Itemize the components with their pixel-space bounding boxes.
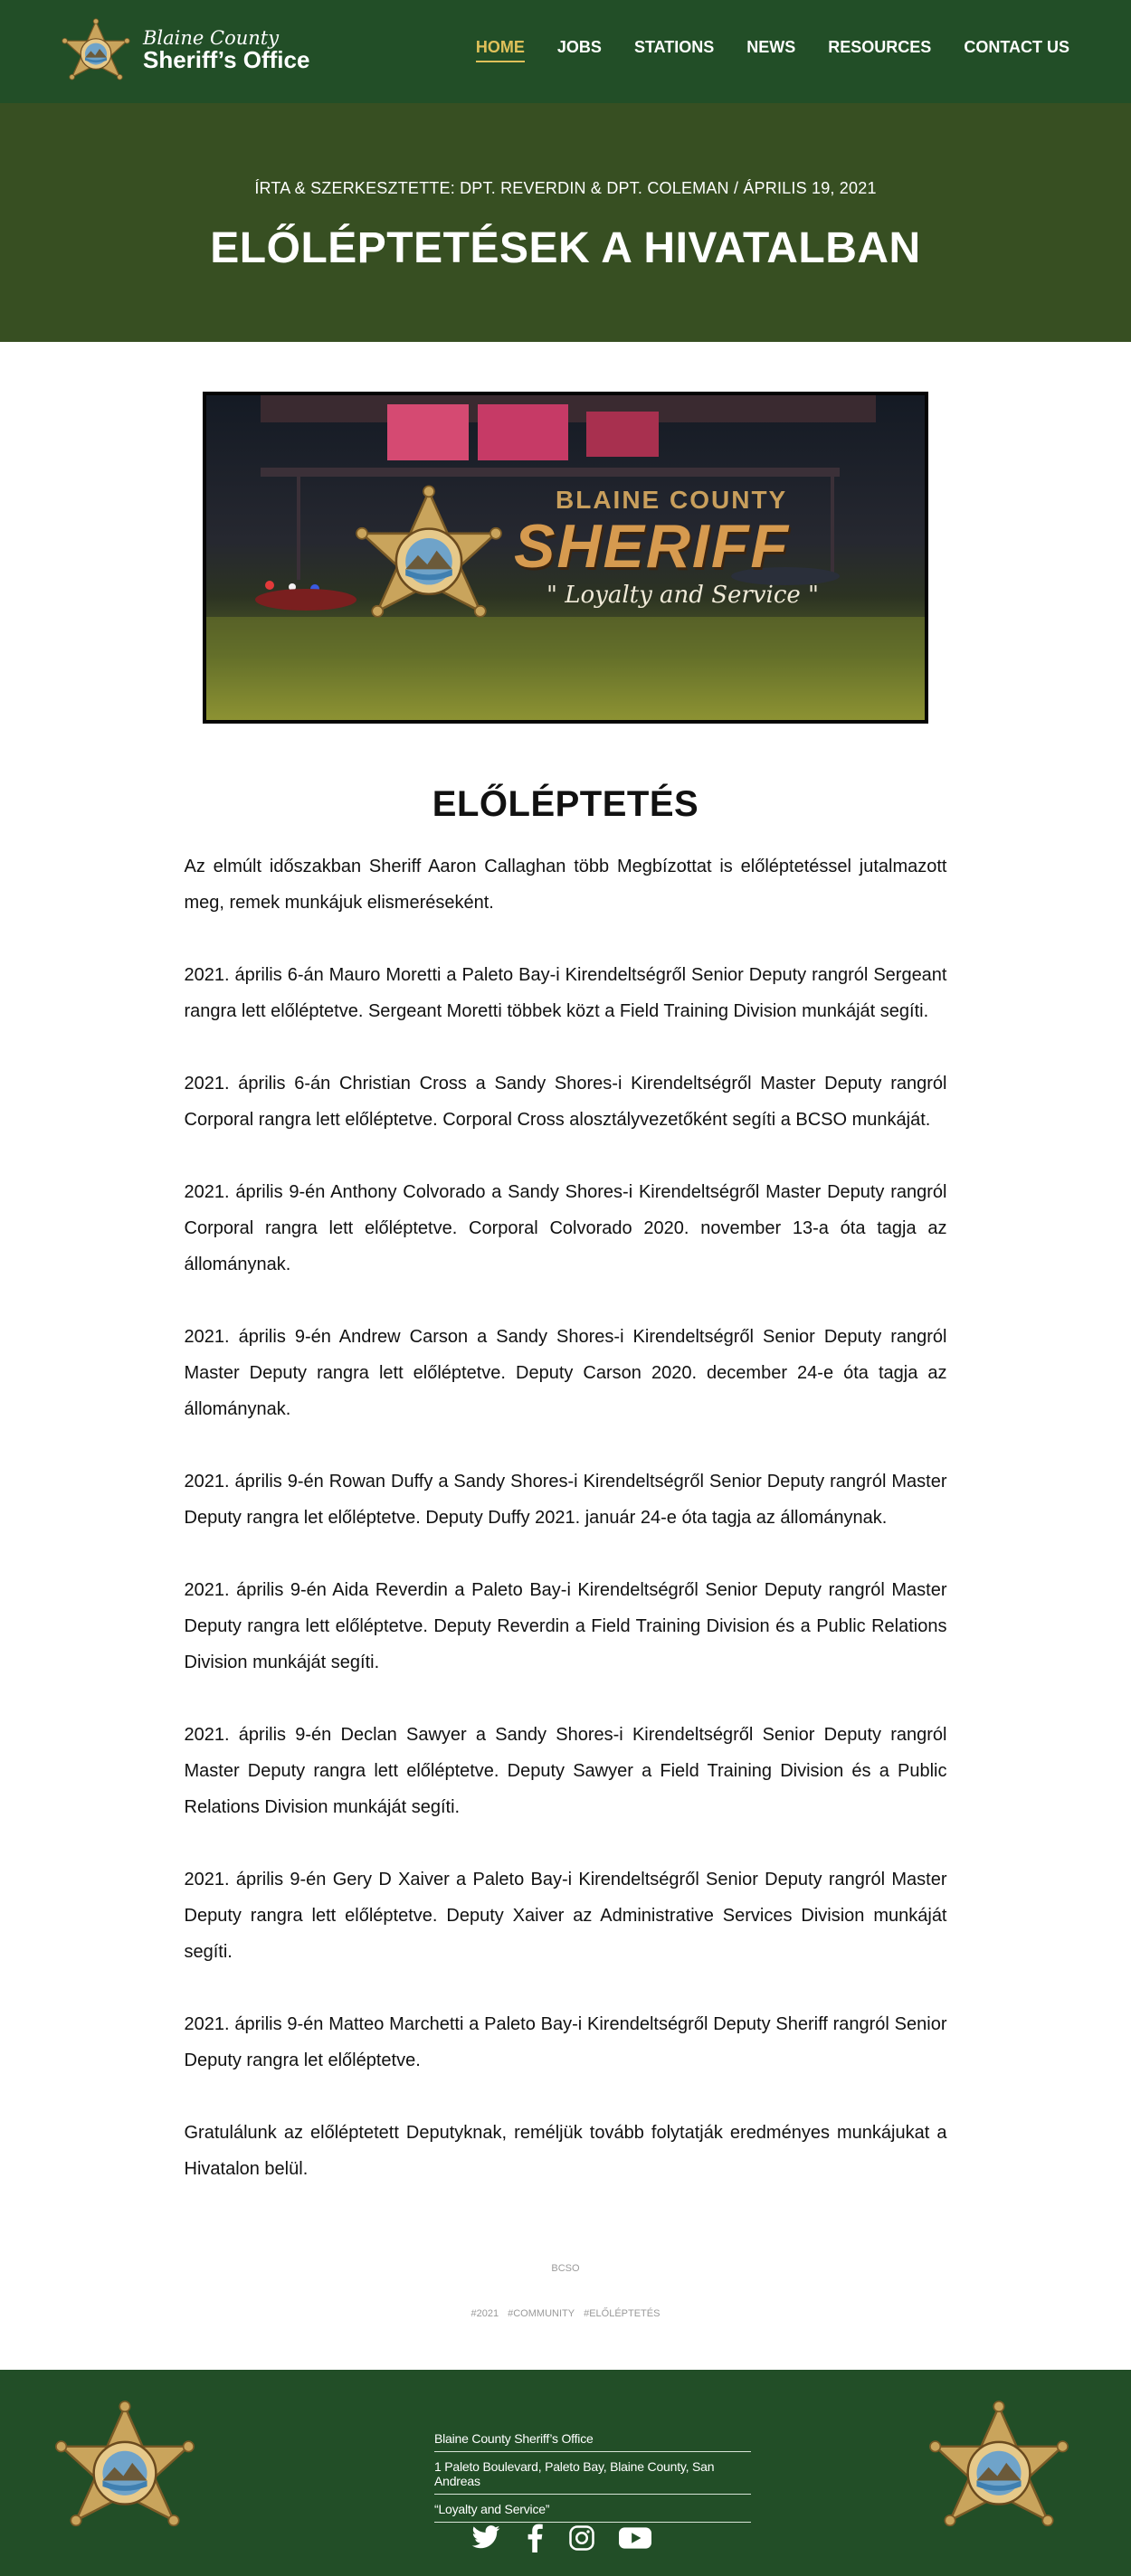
nav-contact-us[interactable]: CONTACT US bbox=[964, 38, 1069, 56]
paragraph: 2021. április 9-én Anthony Colvorado a Sandy Shores-i Kirendeltségről Master Deputy rangról Corporal rangra lett előléptetve. Corporal Colvorado 2020. november 13-a óta tagja az állománynak. bbox=[184, 1182, 947, 1274]
footer-org-name: Blaine County Sheriff’s Office bbox=[434, 2424, 751, 2452]
paragraph: Az elmúlt időszakban Sheriff Aaron Callaghan több Megbízottat is előléptetéssel jutalmazott meg, remek munkájuk elismeréseként. bbox=[184, 857, 947, 913]
sheriff-badge-icon bbox=[351, 475, 507, 634]
nav-home[interactable]: HOME bbox=[476, 38, 525, 62]
site-logo[interactable] bbox=[60, 13, 309, 89]
logo-line1: Blaine County bbox=[143, 27, 280, 50]
article-paragraphs bbox=[185, 848, 947, 2187]
banner-sheriff-text: SHERIFF bbox=[514, 512, 790, 581]
banner-county-text: BLAINE COUNTY bbox=[556, 486, 788, 514]
footer-sheriff-badge-icon bbox=[917, 2377, 1080, 2563]
paragraph: 2021. április 9-én Andrew Carson a Sandy Shores-i Kirendeltségről Senior Deputy rangról Master Deputy rangra lett előléptetve. Deputy Carson 2020. december 24-e óta tagja az állománynak. bbox=[184, 1327, 947, 1419]
logo-text bbox=[143, 28, 309, 72]
site-footer bbox=[0, 2370, 1131, 2576]
paragraph: 2021. április 9-én Rowan Duffy a Sandy Shores-i Kirendeltségről Senior Deputy rangról Master Deputy rangra let előléptetve. Deputy Duffy 2021. január 24-e óta tagja az állománynak. bbox=[184, 1472, 947, 1528]
social-links bbox=[470, 2524, 651, 2557]
paragraph: 2021. április 9-én Matteo Marchetti a Paleto Bay-i Kirendeltségről Deputy Sheriff rangról Senior Deputy rangra let előléptetve. bbox=[184, 2014, 947, 2070]
paragraph: 2021. április 6-án Mauro Moretti a Paleto Bay-i Kirendeltségről Senior Deputy rangról Sergeant rangra lett előléptetve. Sergeant Moretti többek közt a Field Training Division munkáját segíti. bbox=[184, 965, 947, 1021]
page-title: ELŐLÉPTETÉSEK A HIVATALBAN bbox=[210, 224, 921, 272]
article-tags bbox=[185, 2308, 947, 2319]
article-byline: ÍRTA & SZERKESZTETTE: DPT. REVERDIN & DPT. COLEMAN / ÁPRILIS 19, 2021 bbox=[254, 179, 877, 197]
paragraph: 2021. április 9-én Declan Sawyer a Sandy Shores-i Kirendeltségről Senior Deputy rangról Master Deputy rangra lett előléptetve. Deputy Sawyer a Field Training Division és a Public Relations Division munkáját segíti. bbox=[184, 1725, 947, 1817]
tag-community[interactable]: #COMMUNITY bbox=[508, 2308, 575, 2319]
paragraph: 2021. április 9-én Aida Reverdin a Paleto Bay-i Kirendeltségről Senior Deputy rangról Master Deputy rangra lett előléptetve. Deputy Reverdin a Field Training Division és a Public Relations Division munkáját segíti. bbox=[184, 1580, 947, 1672]
section-heading: ELŐLÉPTETÉS bbox=[432, 784, 699, 824]
nav-news[interactable]: NEWS bbox=[746, 38, 796, 56]
logo-line2: Sheriff’s Office bbox=[143, 46, 310, 74]
instagram-icon[interactable] bbox=[568, 2524, 595, 2556]
footer-info bbox=[434, 2424, 751, 2523]
twitter-icon[interactable] bbox=[470, 2525, 501, 2555]
footer-motto: “Loyalty and Service” bbox=[434, 2495, 751, 2523]
main-nav bbox=[476, 38, 1069, 62]
footer-sheriff-badge-icon bbox=[43, 2377, 206, 2563]
paragraph: 2021. április 6-án Christian Cross a Sandy Shores-i Kirendeltségről Master Deputy rangról Corporal rangra lett előléptetve. Corporal Cross alosztályvezetőként segíti a BCSO munkáját. bbox=[184, 1074, 947, 1130]
banner-motto-text: " Loyalty and Service " bbox=[546, 582, 820, 609]
article-author[interactable]: BCSO bbox=[551, 2263, 580, 2274]
article-banner-image bbox=[203, 392, 928, 724]
nav-resources[interactable]: RESOURCES bbox=[828, 38, 932, 56]
article-body bbox=[185, 784, 947, 2319]
tag-2021[interactable]: #2021 bbox=[470, 2308, 499, 2319]
nav-jobs[interactable]: JOBS bbox=[556, 38, 602, 56]
facebook-icon[interactable] bbox=[525, 2524, 545, 2557]
youtube-icon[interactable] bbox=[619, 2525, 651, 2555]
sheriff-star-icon bbox=[60, 13, 132, 89]
article-hero bbox=[0, 103, 1131, 342]
paragraph: 2021. április 9-én Gery D Xaiver a Paleto Bay-i Kirendeltségről Senior Deputy rangról Master Deputy rangra lett előléptetve. Deputy Xaiver az Administrative Services Division munkáját segíti. bbox=[184, 1870, 947, 1962]
nav-stations[interactable]: STATIONS bbox=[633, 38, 715, 56]
footer-address: 1 Paleto Boulevard, Paleto Bay, Blaine County, San Andreas bbox=[434, 2452, 751, 2495]
site-header bbox=[0, 0, 1131, 103]
tag-eloleptetes[interactable]: #ELŐLÉPTETÉS bbox=[584, 2308, 661, 2319]
paragraph: Gratulálunk az előléptetett Deputyknak, reméljük tovább folytatják eredményes munkájukat a Hivatalon belül. bbox=[184, 2123, 947, 2179]
